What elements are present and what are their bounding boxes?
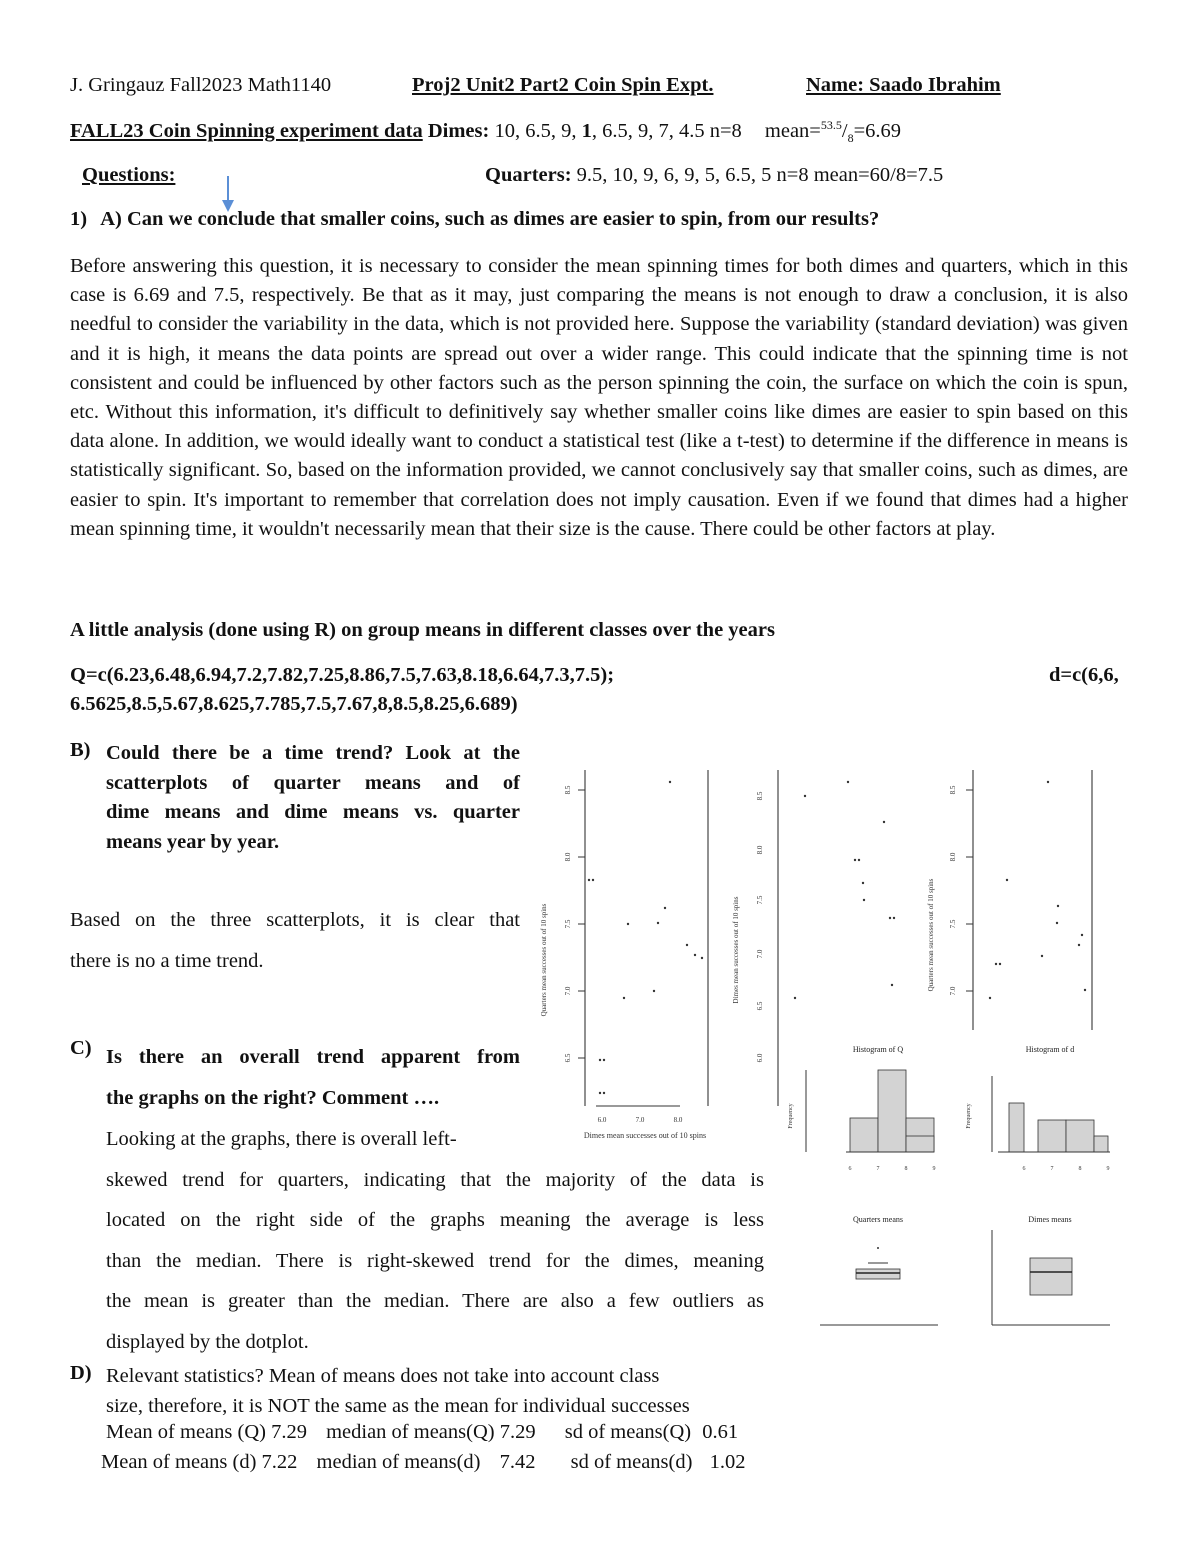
analysis-heading: A little analysis (done using R) on group means in different classes over the years bbox=[70, 619, 775, 641]
data-point bbox=[603, 1059, 605, 1061]
data-point bbox=[854, 859, 856, 861]
scatter-3-points bbox=[989, 781, 1086, 999]
dimes-mean-den: 8 bbox=[847, 130, 854, 145]
data-point bbox=[1084, 989, 1086, 991]
answer-c-line: Looking at the graphs, there is overall left- bbox=[106, 1128, 457, 1150]
stat-label: median of means(Q) bbox=[326, 1421, 495, 1443]
header-project-title: Proj2 Unit2 Part2 Coin Spin Expt. bbox=[412, 74, 714, 96]
xtick-label: 8 bbox=[904, 1166, 908, 1172]
histogram-bar bbox=[1066, 1120, 1094, 1152]
histogram-q-title: Histogram of Q bbox=[852, 1045, 904, 1054]
data-point bbox=[603, 1092, 605, 1094]
ytick-label: 8.5 bbox=[949, 785, 957, 795]
data-point bbox=[664, 907, 666, 909]
ytick-label: 7.5 bbox=[756, 895, 764, 905]
answer-1: Before answering this question, it is necessary to consider the mean spinning times for both dimes and quarters, which in this case is 6.69 and 7.5, respectively. Be that as it may, just comparing the means is not enough to draw a conclusion, it is also needful to consider the variability in the data, which is not provided here. Suppose the variability (standard deviation) was given and it is high, it means the data points are spread out over a wider range. This could indicate that the spinning time is not consistent and could be influenced by other factors such as the person spinning the coin, the surface on which the coin is spun, etc. Without this information, it's difficult to definitively say whether smaller coins like dimes are easier to spin based on this data alone. In addition, we would ideally want to conduct a statistical test (like a t-test) to determine if the difference in means is statistically significant. So, based on the information provided, we cannot conclusively say that smaller coins, such as dimes, are easier to spin. It's important to remember that correlation does not imply causation. Even if we found that dimes had a higher mean spinning time, it wouldn't necessarily mean that their size is the cause. There could be other factors at play. bbox=[70, 255, 1128, 540]
answer-c-line: located on the right side of the graphs meaning the average is less bbox=[106, 1209, 764, 1231]
data-point bbox=[1056, 922, 1058, 924]
scatter-2-yticks bbox=[756, 791, 764, 1062]
dimes-values-bold: 1 bbox=[581, 119, 592, 142]
boxplot-quarters bbox=[820, 1215, 938, 1325]
data-point bbox=[694, 954, 696, 956]
ytick-label: 7.0 bbox=[564, 986, 572, 996]
answer-c-line: displayed by the dotplot. bbox=[106, 1330, 309, 1353]
figure-panel bbox=[530, 760, 1130, 1340]
ytick-label: 8.0 bbox=[564, 852, 572, 862]
dimes-values-a: 10, 6.5, 9, bbox=[494, 119, 577, 142]
header-student-name: Name: Saado Ibrahim bbox=[806, 74, 1001, 96]
question-d-text bbox=[106, 1362, 690, 1421]
data-point bbox=[889, 917, 891, 919]
scatter-3-ylabel: Quarters mean successes out of 10 spins bbox=[927, 878, 935, 992]
data-point bbox=[657, 922, 659, 924]
data-point bbox=[804, 795, 806, 797]
ytick-label: 7.5 bbox=[949, 919, 957, 929]
question-b-line: dime means and dime means vs. quarter bbox=[106, 801, 520, 823]
ytick-label: 6.5 bbox=[756, 1001, 764, 1011]
scatter-3-yticks bbox=[949, 785, 973, 995]
question-c-line: Is there an overall trend apparent from bbox=[106, 1046, 520, 1068]
data-point bbox=[995, 963, 997, 965]
question-b-line: Could there be a time trend? Look at the bbox=[106, 742, 520, 764]
d-vector-end: 6.5625,8.5,5.67,8.625,7.785,7.5,7.67,8,8.5,8.25,6.689) bbox=[70, 693, 518, 715]
answer-b bbox=[70, 900, 520, 982]
xtick-label: 8 bbox=[1078, 1166, 1082, 1172]
xtick-label: 8.0 bbox=[673, 1116, 683, 1124]
question-c-label: C) bbox=[70, 1037, 92, 1059]
d-vector-start: d=c(6,6, bbox=[1049, 664, 1119, 686]
answer-c-line: the mean is greater than the median. There are also a few outliers as bbox=[106, 1290, 764, 1312]
data-point bbox=[1057, 905, 1059, 907]
dimes-values-b: , 6.5, 9, 7, 4.5 n=8 bbox=[591, 119, 742, 142]
ytick-label: 7.0 bbox=[756, 949, 764, 959]
data-point bbox=[623, 997, 625, 999]
xtick-label: 6 bbox=[1022, 1166, 1026, 1172]
data-point bbox=[592, 879, 594, 881]
stat-value: 7.22 bbox=[261, 1451, 298, 1473]
question-d-line: Relevant statistics? Mean of means does not take into account class bbox=[106, 1365, 660, 1387]
data-point bbox=[653, 990, 655, 992]
data-point bbox=[701, 957, 703, 959]
data-line-quarters bbox=[485, 164, 943, 187]
ytick-label: 8.0 bbox=[756, 845, 764, 855]
data-point bbox=[858, 859, 860, 861]
ytick-label: 6.0 bbox=[756, 1053, 764, 1063]
data-point bbox=[862, 882, 864, 884]
scatter-2-points bbox=[794, 781, 895, 999]
data-point bbox=[1081, 934, 1083, 936]
dimes-mean-num: 53.5 bbox=[820, 118, 842, 132]
answer-c-line: than the median. There is right-skewed trend for the dimes, meaning bbox=[106, 1249, 764, 1272]
data-point bbox=[999, 963, 1001, 965]
histogram-d-ylabel: Frequency bbox=[966, 1103, 972, 1129]
answer-c-line: skewed trend for quarters, indicating that the majority of the data is bbox=[106, 1168, 764, 1191]
dimes-mean-result: =6.69 bbox=[853, 119, 902, 142]
scatter-plot-1 bbox=[540, 770, 708, 1140]
question-b-line: scatterplots of quarter means and of bbox=[106, 771, 520, 794]
q-vector: Q=c(6.23,6.48,6.94,7.2,7.82,7.25,8.86,7.5,7.63,8.18,6.64,7.3,7.5); bbox=[70, 664, 615, 686]
data-point bbox=[686, 944, 688, 946]
data-point bbox=[1047, 781, 1049, 783]
ytick-label: 7.5 bbox=[564, 919, 572, 929]
question-b-text bbox=[106, 739, 520, 857]
data-point bbox=[847, 781, 849, 783]
xtick-label: 9 bbox=[1106, 1166, 1110, 1172]
data-point bbox=[989, 997, 991, 999]
header-course: J. Gringauz Fall2023 Math1140 bbox=[70, 74, 332, 96]
question-d-label: D) bbox=[70, 1362, 92, 1384]
stat-value: 1.02 bbox=[709, 1451, 746, 1473]
stat-value: 7.29 bbox=[271, 1421, 307, 1443]
answer-b-line: Based on the three scatterplots, it is clear that bbox=[70, 909, 520, 931]
boxplot-dimes bbox=[992, 1215, 1110, 1325]
data-point bbox=[893, 917, 895, 919]
data-point bbox=[1078, 944, 1080, 946]
question-c-text bbox=[106, 1037, 520, 1119]
stat-value: 0.61 bbox=[702, 1421, 739, 1443]
data-point bbox=[863, 899, 865, 901]
data-title: FALL23 Coin Spinning experiment data bbox=[70, 119, 423, 142]
question-c-line: the graphs on the right? Comment …. bbox=[106, 1087, 440, 1109]
box bbox=[856, 1269, 900, 1279]
question-b-line: means year by year. bbox=[106, 830, 280, 853]
quarters-values: 9.5, 10, 9, 6, 9, 5, 6.5, 5 n=8 mean=60/8=7.5 bbox=[576, 164, 944, 186]
xtick-label: 6.0 bbox=[597, 1116, 607, 1124]
stat-value: 7.29 bbox=[499, 1421, 536, 1443]
histogram-d-title: Histogram of d bbox=[1025, 1045, 1075, 1054]
stat-label: median of means(d) bbox=[316, 1451, 481, 1473]
xtick-label: 9 bbox=[932, 1166, 936, 1172]
ytick-label: 8.5 bbox=[564, 785, 572, 795]
stats-quarters bbox=[106, 1421, 738, 1444]
xtick-label: 6 bbox=[848, 1166, 852, 1172]
data-point bbox=[627, 923, 629, 925]
quarters-label: Quarters: bbox=[485, 164, 572, 186]
histogram-bar bbox=[1009, 1103, 1024, 1152]
question-b-label: B) bbox=[70, 739, 91, 761]
question-d-line: size, therefore, it is NOT the same as the mean for individual successes bbox=[106, 1394, 690, 1417]
scatter-plot-3 bbox=[927, 770, 1092, 1030]
stat-label: Mean of means (Q) bbox=[106, 1421, 266, 1443]
data-point bbox=[669, 781, 671, 783]
dimes-mean-prefix: mean= bbox=[764, 119, 821, 142]
stat-label: sd of means(Q) bbox=[564, 1421, 692, 1443]
xtick-label: 7.0 bbox=[635, 1116, 645, 1124]
data-point bbox=[1006, 879, 1008, 881]
scatter-2-ylabel: Dimes mean successes out of 10 spins bbox=[732, 896, 740, 1004]
data-point bbox=[588, 879, 590, 881]
question-1-text: A) Can we conclude that smaller coins, such as dimes are easier to spin, from our results? bbox=[100, 208, 880, 230]
scatter-1-points bbox=[588, 781, 703, 1094]
outlier-point bbox=[877, 1247, 879, 1249]
answer-b-line: there is no a time trend. bbox=[70, 950, 264, 972]
dimes-label: Dimes: bbox=[427, 119, 490, 142]
histogram-q bbox=[788, 1045, 936, 1172]
stat-value: 7.42 bbox=[499, 1451, 536, 1473]
ytick-label: 8.0 bbox=[949, 852, 957, 862]
ytick-label: 6.5 bbox=[564, 1053, 572, 1063]
question-1 bbox=[70, 208, 879, 231]
histogram-q-ylabel: Frequency bbox=[788, 1103, 794, 1129]
histogram-bar bbox=[850, 1118, 878, 1152]
xtick-label: 7 bbox=[876, 1166, 880, 1172]
data-point bbox=[794, 997, 796, 999]
histogram-bar bbox=[1094, 1136, 1108, 1152]
ytick-label: 8.5 bbox=[756, 791, 764, 801]
histogram-bar bbox=[1038, 1120, 1066, 1152]
histogram-d bbox=[966, 1045, 1110, 1172]
data-point bbox=[599, 1059, 601, 1061]
boxplot-quarters-title: Quarters means bbox=[853, 1215, 903, 1224]
box bbox=[1030, 1258, 1072, 1295]
xtick-label: 7 bbox=[1050, 1166, 1054, 1172]
scatter-plot-2 bbox=[732, 770, 895, 1106]
data-point bbox=[599, 1092, 601, 1094]
histogram-bar bbox=[878, 1070, 906, 1152]
stats-dimes bbox=[101, 1451, 745, 1474]
histogram-bar bbox=[906, 1136, 934, 1152]
scatter-1-xlabel: Dimes mean successes out of 10 spins bbox=[583, 1131, 707, 1140]
boxplot-dimes-title: Dimes means bbox=[1028, 1215, 1072, 1224]
data-point bbox=[883, 821, 885, 823]
stat-label: Mean of means (d) bbox=[101, 1451, 257, 1473]
data-line-dimes: FALL23 Coin Spinning experiment data Dimes: 10, 6.5, 9, 1, 6.5, 9, 7, 4.5 n=8 $mean=^{53.5}/_8=6.69$ bbox=[70, 118, 902, 145]
scatter-1-yticks bbox=[564, 785, 585, 1062]
questions-label: Questions: bbox=[82, 164, 176, 186]
data-point bbox=[1041, 955, 1043, 957]
question-1-number: 1) bbox=[70, 208, 88, 230]
scatter-1-ylabel: Quarters mean successes out of 10 spins bbox=[540, 903, 548, 1017]
data-point bbox=[891, 984, 893, 986]
ytick-label: 7.0 bbox=[949, 986, 957, 996]
stat-label: sd of means(d) bbox=[570, 1451, 693, 1473]
